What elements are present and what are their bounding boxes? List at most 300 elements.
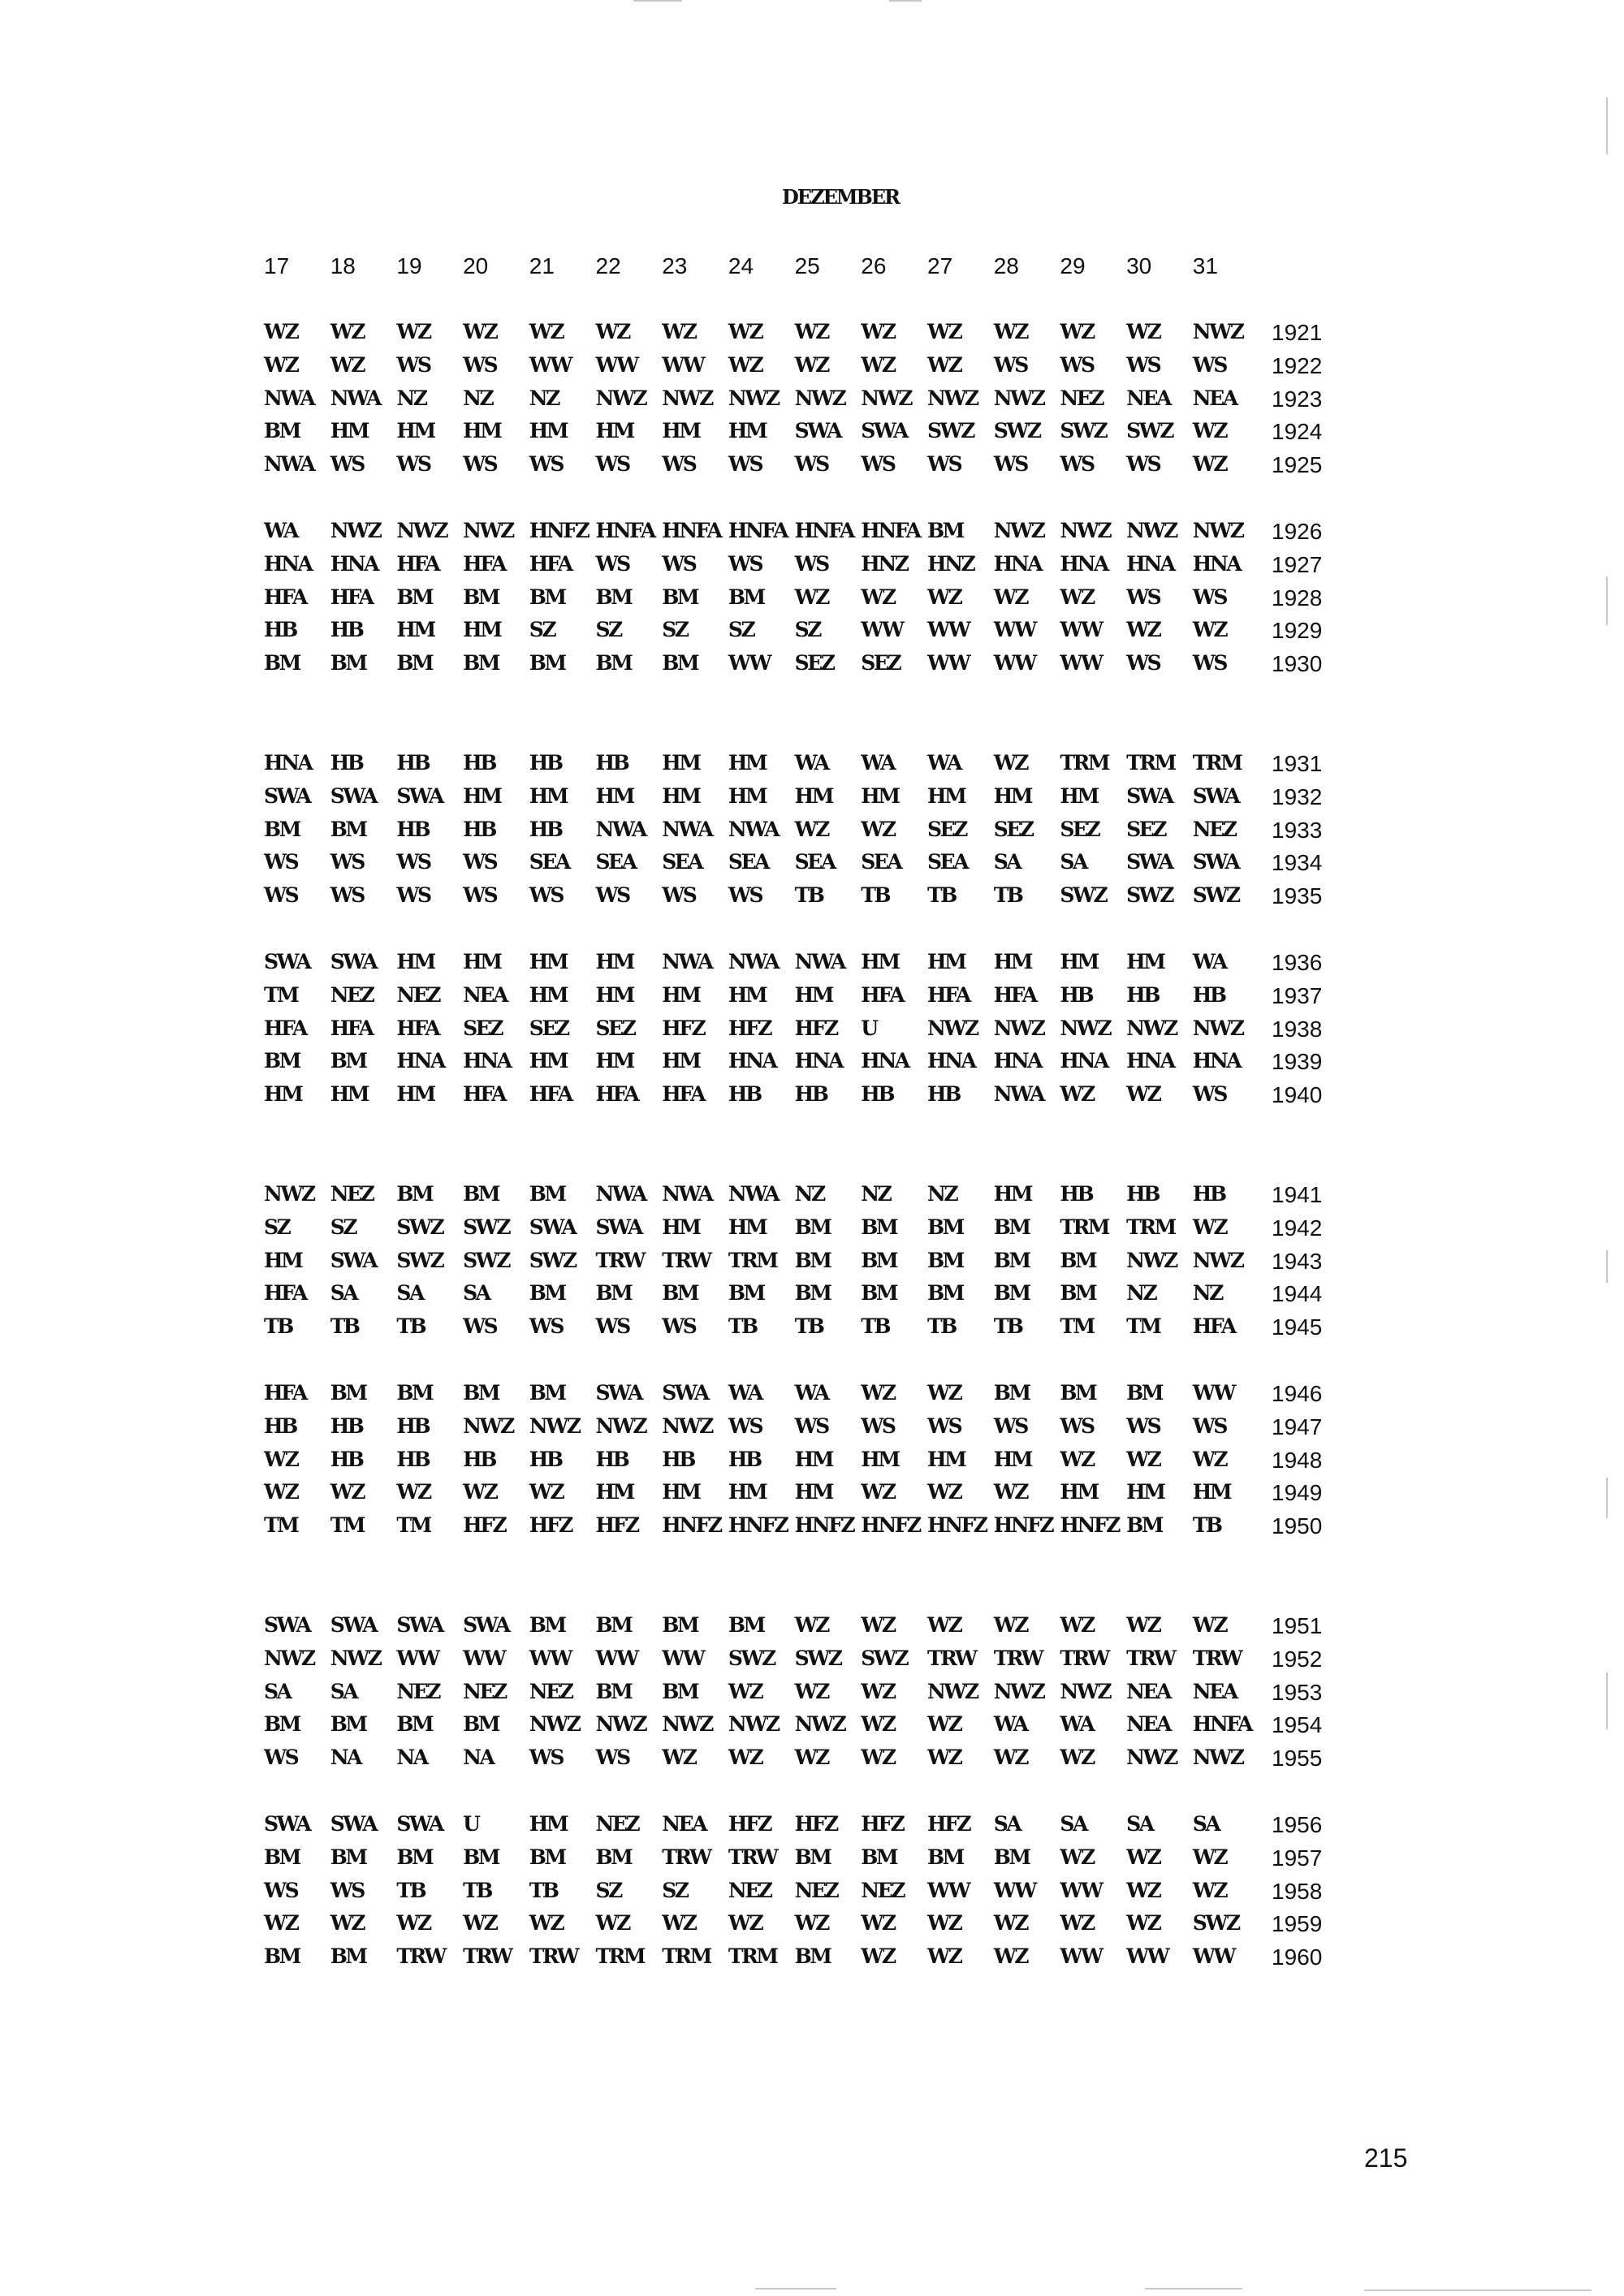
weather-type-cell: WZ <box>927 352 961 377</box>
table-row <box>0 1049 1624 1077</box>
weather-type-cell: BM <box>662 1679 698 1703</box>
weather-type-cell: WS <box>396 850 430 874</box>
weather-type-cell: HNA <box>794 1049 842 1073</box>
weather-type-cell: HM <box>595 419 633 443</box>
weather-type-cell: WS <box>1126 651 1160 675</box>
weather-type-cell: WS <box>1126 352 1160 377</box>
weather-type-cell: WZ <box>794 585 828 609</box>
weather-type-cell: NWZ <box>529 1712 580 1737</box>
weather-type-cell: BM <box>396 1381 433 1405</box>
weather-type-cell: WZ <box>1126 1613 1160 1637</box>
weather-type-cell: BM <box>993 1381 1030 1405</box>
weather-type-cell: WZ <box>1060 1746 1094 1770</box>
weather-type-cell: WW <box>463 1646 505 1670</box>
weather-type-cell: NWA <box>993 1082 1043 1107</box>
table-row <box>0 784 1624 812</box>
weather-type-cell: WS <box>993 452 1027 477</box>
weather-type-cell: WS <box>1060 452 1094 477</box>
year-label: 1937 <box>1272 982 1323 1008</box>
weather-type-cell: SWA <box>264 1812 310 1836</box>
weather-type-cell: HM <box>529 982 568 1007</box>
weather-type-cell: SA <box>993 850 1021 874</box>
weather-type-cell: HFA <box>396 1016 439 1040</box>
table-row <box>0 1082 1624 1110</box>
weather-type-cell: WZ <box>728 320 762 343</box>
weather-type-cell: NEA <box>1126 386 1170 410</box>
weather-type-cell: WZ <box>396 1911 430 1936</box>
weather-type-cell: BM <box>728 1281 764 1306</box>
weather-type-cell: WA <box>993 1712 1027 1737</box>
weather-type-cell: BM <box>927 519 963 542</box>
table-row <box>0 552 1624 580</box>
table-row <box>0 651 1624 679</box>
weather-type-cell: HFA <box>463 551 505 576</box>
day-header: 19 <box>396 253 422 278</box>
weather-type-cell: NWA <box>264 386 314 410</box>
weather-type-cell: SA <box>1060 1812 1086 1836</box>
weather-type-cell: BM <box>595 651 632 675</box>
weather-type-cell: SWA <box>1192 850 1239 874</box>
weather-type-cell: WS <box>396 452 430 477</box>
weather-type-cell: NWA <box>595 817 646 841</box>
weather-type-cell: HFZ <box>927 1812 970 1836</box>
weather-type-cell: HM <box>794 1480 832 1504</box>
weather-type-cell: WZ <box>330 352 365 377</box>
weather-type-cell: TRW <box>662 1845 710 1869</box>
table-row <box>0 1613 1624 1641</box>
weather-type-cell: WZ <box>1060 1447 1094 1471</box>
weather-type-cell: BM <box>463 585 499 609</box>
weather-type-cell: NWZ <box>595 386 646 410</box>
weather-type-cell: WZ <box>993 1613 1028 1637</box>
weather-type-cell: WS <box>264 883 298 908</box>
table-row <box>0 419 1624 447</box>
weather-type-cell: BM <box>264 1049 300 1073</box>
weather-type-cell: NEA <box>463 982 507 1007</box>
page-number: 215 <box>1364 2143 1408 2173</box>
table-row <box>0 1249 1624 1276</box>
weather-type-cell: SA <box>396 1281 423 1306</box>
weather-type-cell: HB <box>728 1447 761 1471</box>
weather-type-cell: HM <box>728 783 767 808</box>
weather-type-cell: NWZ <box>595 1712 646 1737</box>
weather-type-cell: HFZ <box>463 1513 506 1538</box>
weather-type-cell: SWA <box>330 1248 377 1272</box>
weather-type-cell: WW <box>927 651 970 675</box>
weather-type-cell: WZ <box>1126 1911 1160 1936</box>
weather-type-cell: SWA <box>264 950 310 973</box>
weather-type-cell: WZ <box>662 1911 696 1936</box>
weather-type-cell: HNFA <box>861 519 920 542</box>
weather-type-cell: TRW <box>396 1944 445 1969</box>
year-label: 1921 <box>1272 320 1323 345</box>
weather-type-cell: HM <box>794 1447 832 1471</box>
weather-type-cell: SA <box>330 1679 357 1703</box>
table-row <box>0 1281 1624 1309</box>
weather-type-cell: NA <box>463 1746 494 1770</box>
weather-type-cell: BM <box>1126 1381 1162 1405</box>
weather-type-cell: WZ <box>993 1480 1028 1504</box>
weather-type-cell: SWZ <box>728 1646 775 1670</box>
weather-type-cell: HM <box>728 1480 767 1504</box>
weather-type-cell: SWA <box>595 1215 641 1239</box>
weather-type-cell: BM <box>595 1281 632 1306</box>
weather-type-cell: BM <box>396 1712 433 1737</box>
weather-type-cell: NWZ <box>264 1646 314 1670</box>
weather-type-cell: WW <box>396 1646 438 1670</box>
weather-type-cell: SEZ <box>1126 817 1165 841</box>
page-title: DEZEMBER <box>781 185 899 209</box>
weather-type-cell: HM <box>396 1082 434 1107</box>
weather-type-cell: HM <box>728 1215 767 1239</box>
weather-type-cell: WW <box>927 1878 970 1902</box>
weather-type-cell: HB <box>1126 1182 1159 1206</box>
weather-type-cell: WZ <box>927 1712 961 1737</box>
weather-type-cell: SEZ <box>463 1016 502 1040</box>
weather-type-cell: TRW <box>1192 1646 1242 1670</box>
weather-type-cell: TRW <box>595 1248 644 1272</box>
table-row <box>0 1680 1624 1707</box>
weather-type-cell: TM <box>330 1513 364 1538</box>
weather-type-cell: WS <box>529 883 563 908</box>
year-label: 1955 <box>1272 1746 1323 1772</box>
weather-type-cell: WZ <box>662 320 696 343</box>
weather-type-cell: WZ <box>861 1746 895 1770</box>
day-header: 20 <box>463 253 489 278</box>
weather-type-cell: WS <box>728 1413 762 1438</box>
weather-type-cell: WZ <box>861 585 895 609</box>
weather-type-cell: WW <box>861 618 903 642</box>
weather-type-cell: SA <box>463 1281 490 1306</box>
weather-type-cell: HM <box>463 950 501 973</box>
weather-type-cell: HB <box>861 1082 894 1107</box>
weather-type-cell: WS <box>396 352 430 377</box>
weather-type-cell: WS <box>1060 1413 1094 1438</box>
weather-type-cell: NWZ <box>264 1182 314 1206</box>
weather-type-cell: BM <box>794 1248 831 1272</box>
weather-type-cell: NWA <box>264 452 314 477</box>
weather-type-cell: SEA <box>794 850 835 874</box>
weather-type-cell: BM <box>529 585 565 609</box>
table-row <box>0 353 1624 381</box>
weather-type-cell: BM <box>330 651 366 675</box>
weather-type-cell: HFA <box>861 982 904 1007</box>
weather-type-cell: SEA <box>662 850 702 874</box>
weather-type-cell: TB <box>1192 1513 1221 1538</box>
weather-type-cell: WS <box>861 1413 895 1438</box>
weather-type-cell: HB <box>396 817 430 841</box>
year-label: 1948 <box>1272 1447 1323 1473</box>
weather-type-cell: HB <box>662 1447 694 1471</box>
weather-type-cell: BM <box>264 1845 300 1869</box>
table-row <box>0 883 1624 911</box>
weather-type-cell: SWZ <box>1060 419 1107 443</box>
weather-type-cell: HB <box>529 751 562 775</box>
weather-type-cell: BM <box>861 1281 897 1306</box>
weather-type-cell: HB <box>330 751 363 775</box>
weather-type-cell: HM <box>595 783 633 808</box>
weather-type-cell: SWA <box>330 1613 377 1637</box>
weather-type-cell: TRM <box>1192 751 1242 775</box>
weather-type-cell: WS <box>330 883 364 908</box>
weather-type-cell: WZ <box>1126 1845 1160 1869</box>
weather-type-cell: WW <box>993 651 1035 675</box>
weather-type-cell: BM <box>330 817 366 841</box>
weather-type-cell: HB <box>463 751 495 775</box>
weather-type-cell: WS <box>264 1878 298 1902</box>
weather-type-cell: HFA <box>264 1016 306 1040</box>
weather-type-cell: NWA <box>595 1182 646 1206</box>
scan-mark <box>889 0 922 2</box>
weather-type-cell: HFA <box>529 1082 572 1107</box>
weather-type-cell: SWA <box>1126 783 1173 808</box>
year-label: 1938 <box>1272 1016 1323 1042</box>
year-label: 1953 <box>1272 1679 1323 1705</box>
weather-type-cell: HFA <box>264 1381 306 1405</box>
weather-type-cell: HM <box>529 1812 568 1836</box>
weather-type-cell: HNZ <box>861 551 908 576</box>
weather-type-cell: NWZ <box>927 386 978 410</box>
weather-type-cell: HM <box>662 982 700 1007</box>
weather-type-cell: NWA <box>662 950 712 973</box>
weather-type-cell: HB <box>330 618 363 642</box>
weather-type-cell: SZ <box>662 618 688 642</box>
weather-type-cell: WZ <box>1192 1613 1227 1637</box>
table-row <box>0 1812 1624 1840</box>
weather-type-cell: BM <box>993 1281 1030 1306</box>
weather-type-cell: HFA <box>1192 1314 1235 1339</box>
table-row <box>0 818 1624 845</box>
weather-type-cell: HM <box>529 419 568 443</box>
weather-type-cell: NZ <box>1192 1281 1222 1306</box>
weather-type-cell: BM <box>1060 1248 1096 1272</box>
weather-type-cell: SEZ <box>1060 817 1099 841</box>
weather-type-cell: HB <box>396 1447 430 1471</box>
weather-type-cell: NWZ <box>1192 1746 1243 1770</box>
day-header: 31 <box>1192 253 1218 278</box>
weather-type-cell: WS <box>662 883 696 908</box>
weather-type-cell: NWZ <box>595 1413 646 1438</box>
weather-type-cell: U <box>463 1812 479 1836</box>
weather-type-cell: SEZ <box>927 817 966 841</box>
weather-type-cell: HNA <box>264 551 312 576</box>
weather-type-cell: TB <box>463 1878 491 1902</box>
weather-type-cell: WZ <box>993 1944 1028 1969</box>
day-header: 29 <box>1060 253 1086 278</box>
weather-type-cell: NWZ <box>662 1413 712 1438</box>
weather-type-cell: BM <box>993 1248 1030 1272</box>
weather-type-cell: NZ <box>463 386 493 410</box>
weather-type-cell: WZ <box>1192 1215 1227 1239</box>
weather-type-cell: SEA <box>728 850 768 874</box>
weather-type-cell: TM <box>396 1513 430 1538</box>
weather-type-cell: WZ <box>1060 1911 1094 1936</box>
table-row <box>0 452 1624 480</box>
weather-type-cell: BM <box>1126 1513 1162 1538</box>
weather-type-cell: SEA <box>861 850 901 874</box>
weather-type-cell: WS <box>264 850 298 874</box>
weather-type-cell: WZ <box>794 1911 828 1936</box>
weather-type-cell: BM <box>529 1381 565 1405</box>
weather-type-cell: BM <box>330 1381 366 1405</box>
weather-type-cell: WW <box>728 651 771 675</box>
weather-type-cell: WS <box>1192 352 1226 377</box>
table-row <box>0 386 1624 414</box>
weather-type-cell: HB <box>927 1082 960 1107</box>
weather-type-cell: WZ <box>264 1447 298 1471</box>
weather-type-cell: WZ <box>330 1911 365 1936</box>
weather-type-cell: WZ <box>861 817 895 841</box>
weather-type-cell: HNA <box>728 1049 776 1073</box>
weather-type-cell: BM <box>396 1845 433 1869</box>
weather-type-cell: WZ <box>529 1911 564 1936</box>
weather-type-cell: WS <box>529 1314 563 1339</box>
weather-type-cell: NWZ <box>529 1413 580 1438</box>
weather-type-cell: NEZ <box>595 1812 639 1836</box>
year-label: 1924 <box>1272 419 1323 445</box>
weather-type-cell: HFZ <box>728 1812 771 1836</box>
weather-type-cell: NWZ <box>330 519 381 542</box>
weather-type-cell: NEZ <box>330 1182 374 1206</box>
weather-type-cell: TRW <box>529 1944 578 1969</box>
weather-type-cell: BM <box>861 1248 897 1272</box>
weather-type-cell: HB <box>595 751 628 775</box>
weather-type-cell: SZ <box>330 1215 356 1239</box>
weather-type-cell: WZ <box>993 1911 1028 1936</box>
weather-type-cell: HB <box>330 1447 363 1471</box>
weather-type-cell: BM <box>330 1712 366 1737</box>
scan-mark <box>1145 2288 1242 2290</box>
weather-type-cell: WZ <box>1126 618 1160 642</box>
day-header: 30 <box>1126 253 1152 278</box>
weather-type-cell: BM <box>264 419 300 443</box>
weather-type-cell: BM <box>1060 1281 1096 1306</box>
year-label: 1939 <box>1272 1049 1323 1075</box>
scan-mark <box>1364 2290 1592 2291</box>
weather-type-cell: BM <box>927 1215 963 1239</box>
weather-type-cell: NWA <box>728 817 779 841</box>
weather-type-cell: HM <box>1060 950 1098 973</box>
year-label: 1942 <box>1272 1215 1323 1241</box>
weather-type-cell: BM <box>463 1182 499 1206</box>
weather-type-cell: BM <box>529 1845 565 1869</box>
weather-type-cell: WS <box>463 352 497 377</box>
weather-type-cell: HFA <box>463 1082 505 1107</box>
table-row <box>0 983 1624 1011</box>
weather-type-cell: HB <box>1060 1182 1093 1206</box>
weather-type-cell: NA <box>396 1746 427 1770</box>
table-row <box>0 1513 1624 1541</box>
weather-type-cell: HNA <box>330 551 378 576</box>
weather-type-cell: BM <box>728 585 764 609</box>
weather-type-cell: HNA <box>396 1049 444 1073</box>
weather-type-cell: BM <box>330 1944 366 1969</box>
weather-type-cell: WS <box>463 452 497 477</box>
weather-type-cell: WZ <box>927 1911 961 1936</box>
weather-type-cell: BM <box>927 1248 963 1272</box>
weather-type-cell: WZ <box>1192 419 1227 443</box>
weather-type-cell: SEA <box>529 850 569 874</box>
weather-type-cell: WZ <box>728 352 762 377</box>
weather-type-cell: WZ <box>794 817 828 841</box>
weather-type-cell: WA <box>794 1381 828 1405</box>
weather-type-cell: NEA <box>1126 1712 1170 1737</box>
weather-type-cell: TM <box>264 1513 298 1538</box>
weather-type-cell: HFA <box>927 982 970 1007</box>
weather-type-cell: HB <box>728 1082 761 1107</box>
table-row <box>0 1646 1624 1674</box>
weather-type-cell: HM <box>662 783 700 808</box>
weather-type-cell: NEA <box>1126 1679 1170 1703</box>
weather-type-cell: SWZ <box>861 1646 908 1670</box>
weather-type-cell: SWZ <box>1126 883 1173 908</box>
weather-type-cell: NEZ <box>861 1878 904 1902</box>
weather-type-cell: NWZ <box>1192 320 1243 343</box>
weather-type-cell: WZ <box>1192 1878 1227 1902</box>
weather-type-cell: NZ <box>927 1182 957 1206</box>
weather-type-cell: HM <box>595 1049 633 1073</box>
weather-type-cell: SEZ <box>529 1016 568 1040</box>
weather-type-cell: WZ <box>794 1613 828 1637</box>
weather-type-cell: WW <box>993 618 1035 642</box>
weather-type-cell: WZ <box>330 320 365 343</box>
weather-type-cell: HNFA <box>728 519 788 542</box>
weather-type-cell: BM <box>463 1845 499 1869</box>
year-label: 1957 <box>1272 1845 1323 1871</box>
weather-type-cell: TB <box>861 883 890 908</box>
weather-type-cell: WS <box>595 1314 629 1339</box>
weather-type-cell: BM <box>662 1281 698 1306</box>
weather-type-cell: HFA <box>595 1082 638 1107</box>
weather-type-cell: SWZ <box>794 1646 841 1670</box>
year-label: 1936 <box>1272 950 1323 975</box>
weather-type-cell: BM <box>264 1944 300 1969</box>
weather-type-cell: NWZ <box>330 1646 381 1670</box>
weather-type-cell: NWZ <box>662 1712 712 1737</box>
weather-type-cell: HFZ <box>728 1016 771 1040</box>
table-row <box>0 1314 1624 1342</box>
weather-type-cell: WZ <box>794 320 828 343</box>
weather-type-cell: NWZ <box>993 1016 1044 1040</box>
weather-type-cell: HB <box>595 1447 628 1471</box>
weather-type-cell: HNFZ <box>529 519 589 542</box>
weather-type-cell: BM <box>993 1215 1030 1239</box>
weather-type-cell: WZ <box>529 1480 564 1504</box>
weather-type-cell: SWZ <box>1192 1911 1239 1936</box>
weather-type-cell: WZ <box>264 320 298 343</box>
day-header: 27 <box>927 253 953 278</box>
scan-mark <box>633 0 682 2</box>
table-row <box>0 1746 1624 1773</box>
year-label: 1945 <box>1272 1314 1323 1340</box>
weather-type-cell: BM <box>264 817 300 841</box>
weather-type-cell: HFZ <box>595 1513 638 1538</box>
weather-type-cell: NZ <box>529 386 559 410</box>
weather-type-cell: WZ <box>1060 585 1094 609</box>
weather-type-cell: HFA <box>330 1016 373 1040</box>
weather-type-cell: SWA <box>396 1812 443 1836</box>
weather-type-cell: BM <box>595 585 632 609</box>
table-row <box>0 1381 1624 1409</box>
weather-type-cell: HM <box>662 419 700 443</box>
weather-type-cell: HM <box>1192 1480 1231 1504</box>
weather-type-cell: NZ <box>396 386 426 410</box>
weather-type-cell: BM <box>264 1712 300 1737</box>
weather-type-cell: HM <box>529 950 568 973</box>
weather-type-cell: HNA <box>993 1049 1042 1073</box>
weather-type-cell: HNFA <box>662 519 721 542</box>
weather-type-cell: WZ <box>1126 320 1160 343</box>
